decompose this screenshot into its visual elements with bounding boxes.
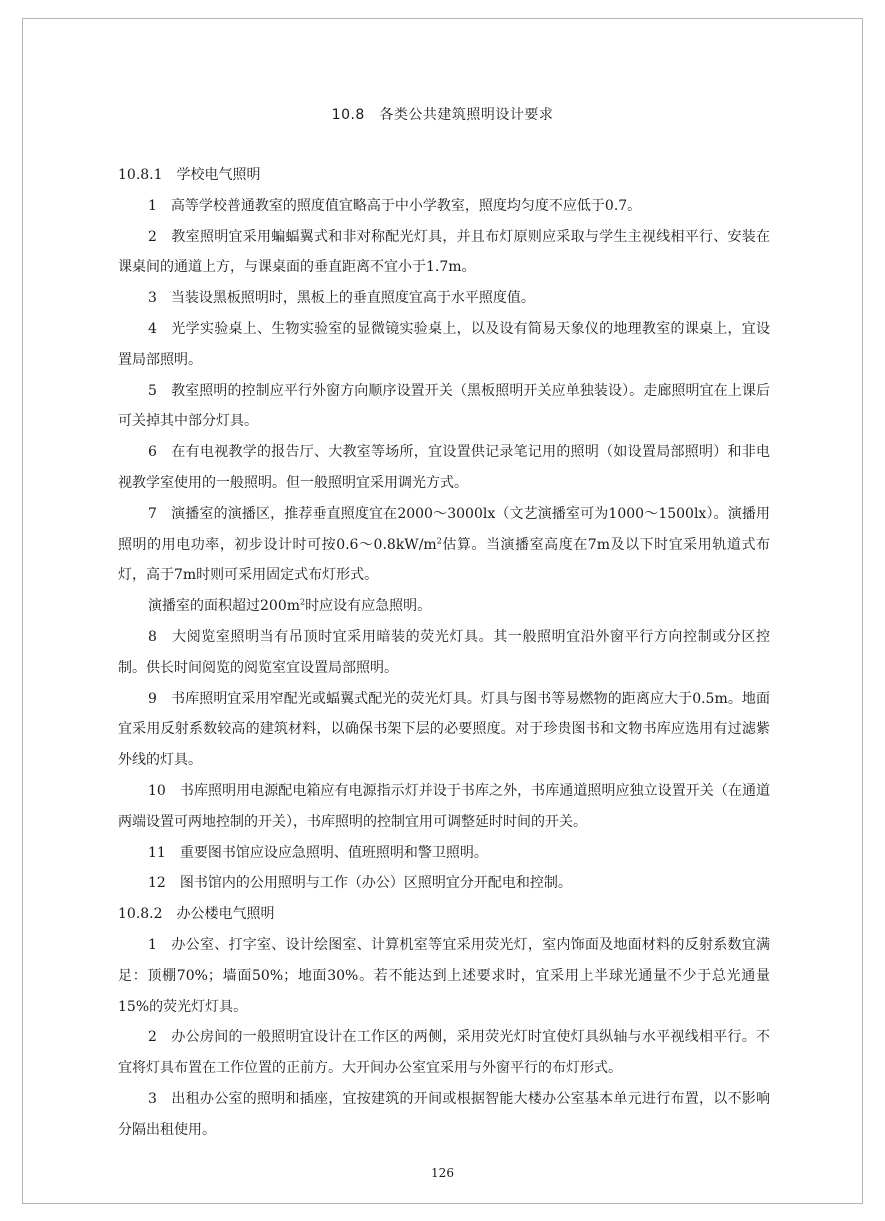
subsection-heading-office: 10.8.2 办公楼电气照明 <box>118 906 275 923</box>
page-number: 126 <box>431 1166 454 1180</box>
clause-7-note-text-b: 时应设有应急照明。 <box>305 598 432 615</box>
clause-8: 8 大阅览室照明当有吊顶时宜采用暗装的荧光灯具。其一般照明宜沿外窗平行方向控制或分区控制。供长时间阅览的阅览室宜设置局部照明。 <box>118 628 770 676</box>
clause-7-note-superscript: 2 <box>300 597 306 607</box>
clause-6: 6 在有电视教学的报告厅、大教室等场所，宜设置供记录笔记用的照明（如设置局部照明）和非电视教学室使用的一般照明。但一般照明宜采用调光方式。 <box>118 444 770 491</box>
clause-2: 2 教室照明宜采用蝙蝠翼式和非对称配光灯具，并且布灯原则应采取与学生主视线相平行、安装在课桌间的通道上方，与课桌面的垂直距离不宜小于1.7m。 <box>118 228 770 276</box>
clause-1: 1 高等学校普通教室的照度值宜略高于中小学教室，照度均匀度不应低于0.7。 <box>148 197 642 214</box>
section-title: 10.8 各类公共建筑照明设计要求 <box>331 107 554 123</box>
office-clause-3: 3 出租办公室的照明和插座，宜按建筑的开间或根据智能大楼办公室基本单元进行布置，以不影响分隔出租使用。 <box>118 1090 770 1138</box>
clause-4: 4 光学实验桌上、生物实验室的显微镜实验桌上，以及设有简易天象仪的地理教室的课桌上，宜设置局部照明。 <box>118 320 770 368</box>
document-body <box>118 160 770 1146</box>
clause-5: 5 教室照明的控制应平行外窗方向顺序设置开关（黑板照明开关应单独装设）。走廊照明宜在上课后可关掉其中部分灯具。 <box>118 382 770 430</box>
clause-10: 10 书库照明用电源配电箱应有电源指示灯并设于书库之外，书库通道照明应独立设置开关（在通道两端设置可两地控制的开关），书库照明的控制宜用可调整延时时间的开关。 <box>118 782 770 830</box>
clause-12: 12 图书馆内的公用照明与工作（办公）区照明宜分开配电和控制。 <box>148 875 572 892</box>
clause-7-note <box>118 591 770 622</box>
clause-7-superscript: 2 <box>436 535 442 545</box>
clause-7-text-a: 7 演播室的演播区，推荐垂直照度宜在2000～3000lx（文艺演播室可为1000～1500lx）。演播用照明的用电功率，初步设计时可按0.6～0.8kW/m <box>118 505 770 553</box>
clause-7-text-b: 估算。当演播室高度在7m及以下时宜采用轨道式布灯，高于7m时则可采用固定式布灯形式。 <box>118 536 770 584</box>
clause-9: 9 书库照明宜采用窄配光或蝠翼式配光的荧光灯具。灯具与图书等易燃物的距离应大于0.5m。地面宜采用反射系数较高的建筑材料，以确保书架下层的必要照度。对于珍贵图书和文物书库应选用有过滤紫外线的灯具。 <box>118 690 770 769</box>
office-clause-1: 1 办公室、打字室、设计绘图室、计算机室等宜采用荧光灯，室内饰面及地面材料的反射系数宜满足：顶棚70%；墙面50%；地面30%。若不能达到上述要求时，宜采用上半球光通量不少于总光通量15%的荧光灯灯具。 <box>118 936 770 1015</box>
clause-11: 11 重要图书馆应设应急照明、值班照明和警卫照明。 <box>148 844 488 861</box>
office-clause-2: 2 办公房间的一般照明宜设计在工作区的两侧，采用荧光灯时宜使灯具纵轴与水平视线相平行。不宜将灯具布置在工作位置的正前方。大开间办公室宜采用与外窗平行的布灯形式。 <box>118 1029 770 1077</box>
clause-7-note-text-a: 演播室的面积超过200m <box>148 598 300 615</box>
clause-7 <box>118 499 770 591</box>
clause-3: 3 当装设黑板照明时，黑板上的垂直照度宜高于水平照度值。 <box>148 290 535 307</box>
subsection-heading-school: 10.8.1 学校电气照明 <box>118 167 261 183</box>
